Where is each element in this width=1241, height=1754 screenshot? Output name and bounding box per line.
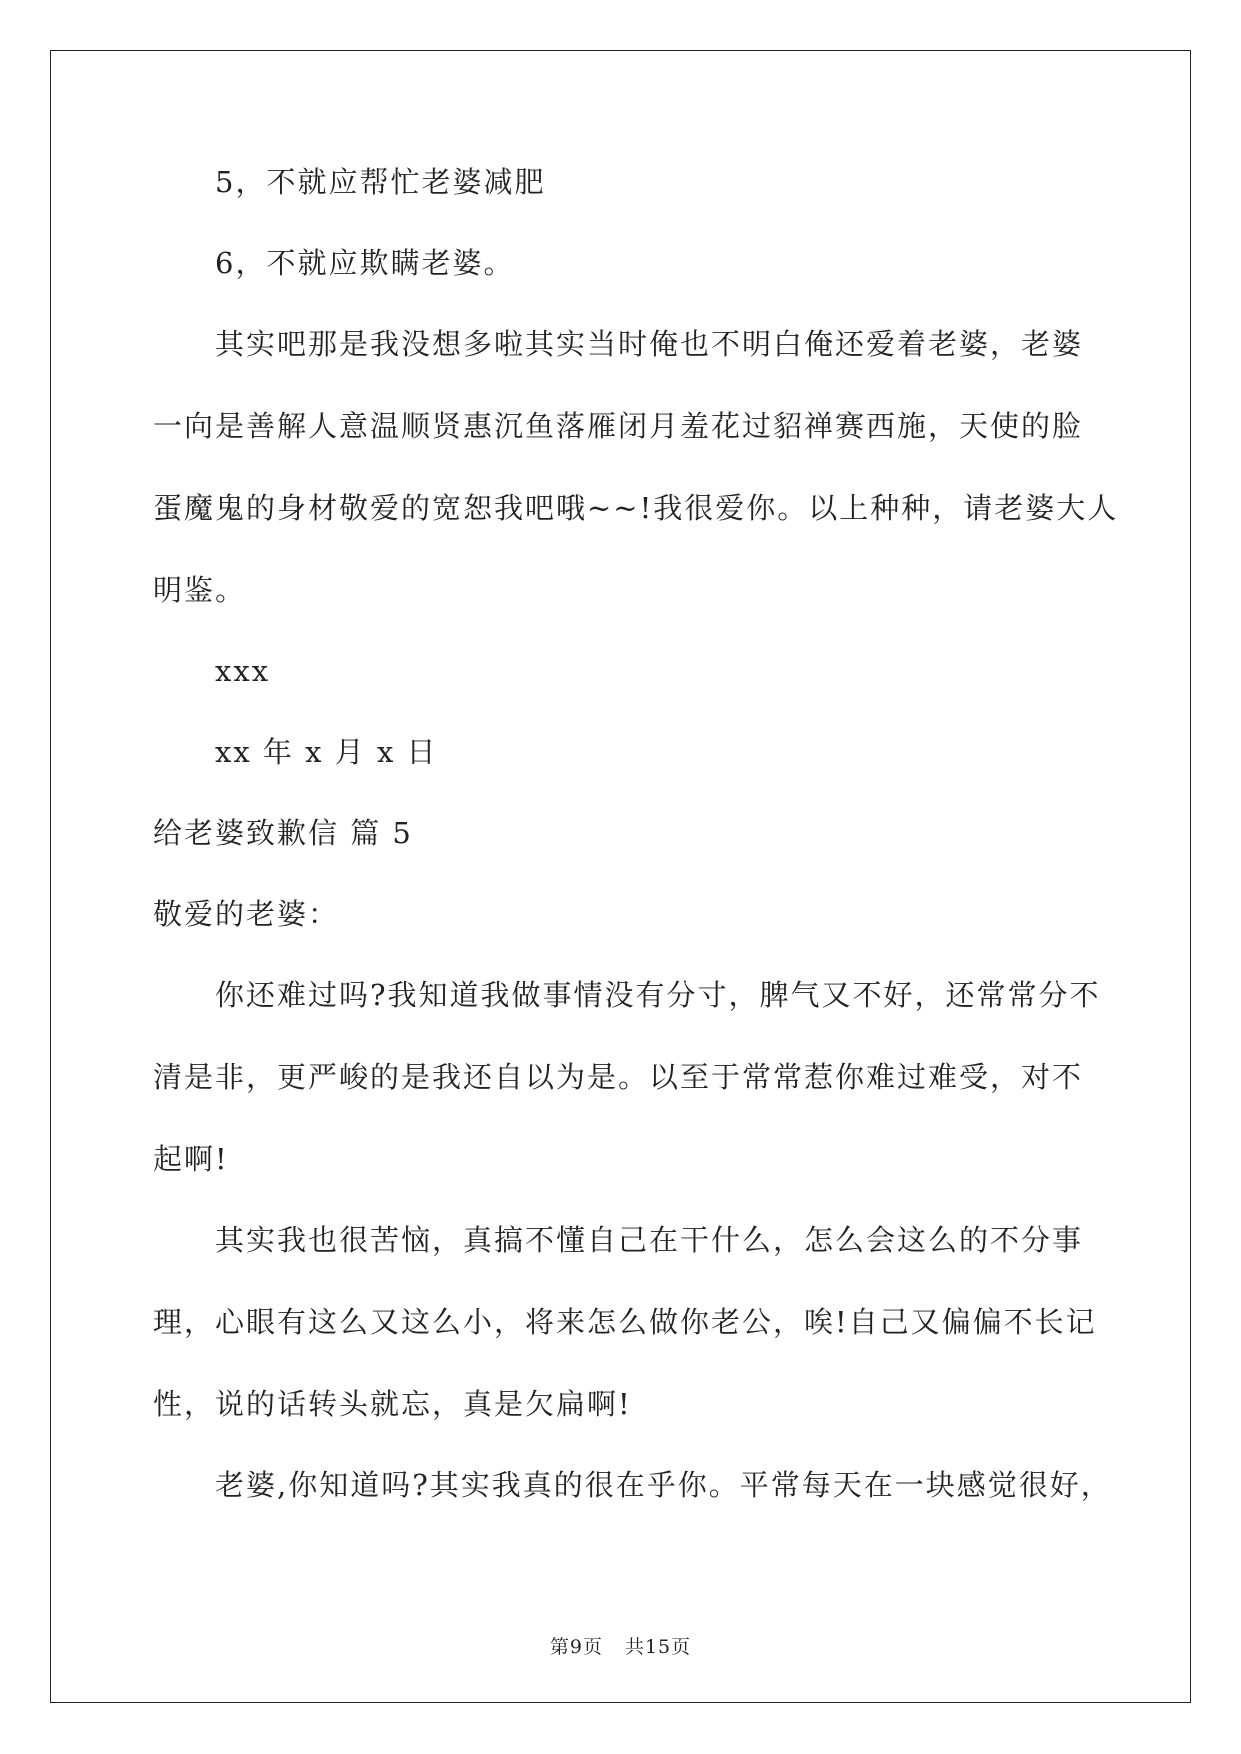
document-body bbox=[153, 162, 1119, 1546]
date-line: xx 年 x 月 x 日 bbox=[215, 735, 438, 769]
paragraph bbox=[153, 324, 1119, 611]
text-line: 明鉴。 bbox=[153, 573, 247, 607]
text-line: 其实我也很苦恼，真搞不懂自己在干什么，怎么会这么的不分事 bbox=[215, 1223, 1084, 1257]
paragraph: 6，不就应欺瞒老婆。 bbox=[215, 246, 515, 280]
text-line: 性，说的话转头就忘，真是欠扁啊! bbox=[153, 1387, 632, 1421]
text-line: 清是非，更严峻的是我还自以为是。以至于常常惹你难过难受，对不 bbox=[153, 1060, 1084, 1094]
page-total: 共15页 bbox=[624, 1636, 692, 1658]
page-footer bbox=[0, 1632, 1241, 1659]
page-number: 第9页 bbox=[549, 1636, 603, 1658]
text-line: 你还难过吗?我知道我做事情没有分寸，脾气又不好，还常常分不 bbox=[215, 978, 1101, 1012]
section-title: 给老婆致歉信 篇 5 bbox=[153, 816, 413, 850]
signature: xxx bbox=[215, 654, 271, 688]
salutation: 敬爱的老婆： bbox=[153, 897, 340, 931]
text-line: 一向是善解人意温顺贤惠沉鱼落雁闭月羞花过貂禅赛西施，天使的脸 bbox=[153, 409, 1084, 443]
paragraph bbox=[153, 1220, 1097, 1425]
paragraph: 5，不就应帮忙老婆减肥 bbox=[215, 165, 546, 199]
text-line: 其实吧那是我没想多啦其实当时俺也不明白俺还爱着老婆，老婆 bbox=[215, 327, 1084, 361]
paragraph: 老婆,你知道吗?其实我真的很在乎你。平常每天在一块感觉很好， bbox=[215, 1468, 1112, 1502]
text-line: 理，心眼有这么又这么小，将来怎么做你老公，唉!自己又偏偏不长记 bbox=[153, 1305, 1097, 1339]
paragraph bbox=[153, 975, 1101, 1180]
text-line: 起啊! bbox=[153, 1142, 229, 1176]
text-line: 蛋魔鬼的身材敬爱的宽恕我吧哦~~!我很爱你。以上种种，请老婆大人 bbox=[153, 491, 1119, 525]
